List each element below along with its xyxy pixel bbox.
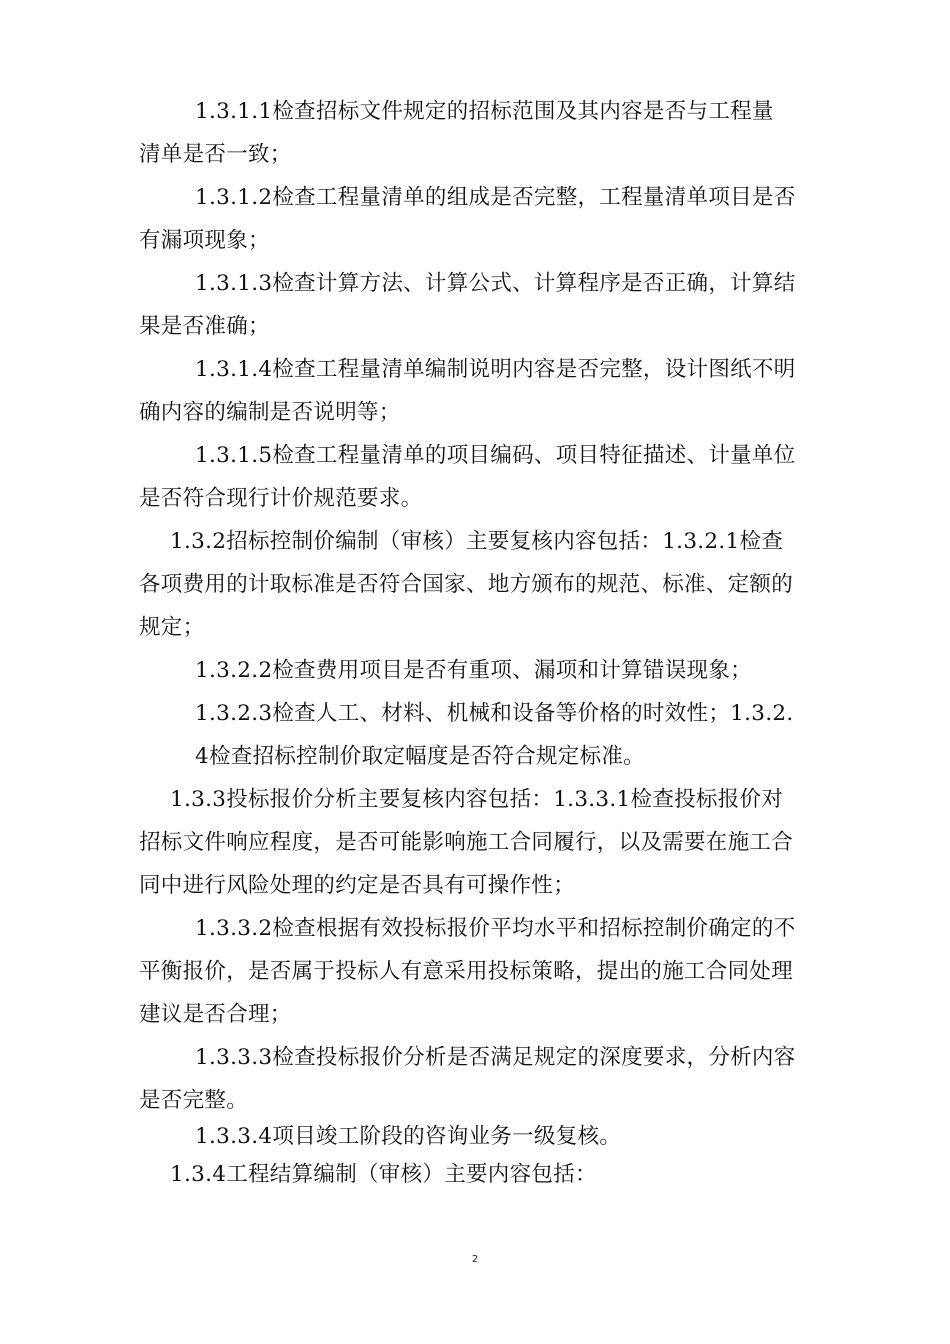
text-line: 1.3.1.3检查计算方法、计算公式、计算程序是否正确，计算结 [195,271,796,296]
text-line: 1.3.1.2检查工程量清单的组成是否完整，工程量清单项目是否 [195,185,796,210]
text-line: 1.3.3.3检查投标报价分析是否满足规定的深度要求，分析内容 [195,1045,796,1070]
text-line: 清单是否一致； [139,142,292,167]
text-line: 果是否准确； [139,314,270,339]
text-line: 1.3.2招标控制价编制（审核）主要复核内容包括：1.3.2.1检查 [170,529,784,554]
text-line: 同中进行风险处理的约定是否具有可操作性； [139,873,576,898]
text-line: 1.3.1.4检查工程量清单编制说明内容是否完整，设计图纸不明 [195,357,796,382]
text-line: 1.3.3.4项目竣工阶段的咨询业务一级复核。 [195,1124,622,1149]
text-line: 1.3.1.5检查工程量清单的项目编码、项目特征描述、计量单位 [195,443,796,468]
text-line: 是否完整。 [139,1088,249,1113]
text-line: 各项费用的计取标准是否符合国家、地方颁布的规范、标准、定额的 [139,572,794,597]
text-line: 1.3.3投标报价分析主要复核内容包括：1.3.3.1检查投标报价对 [170,787,784,812]
text-line: 招标文件响应程度，是否可能影响施工合同履行，以及需要在施工合 [139,830,794,855]
text-line: 1.3.1.1检查招标文件规定的招标范围及其内容是否与工程量 [195,99,774,124]
page-number: 2 [471,1254,479,1265]
text-line: 有漏项现象； [139,228,270,253]
text-line: 1.3.4工程结算编制（审核）主要内容包括： [170,1162,597,1187]
text-line: 1.3.3.2检查根据有效投标报价平均水平和招标控制价确定的不 [195,916,796,941]
text-line: 1.3.2.3检查人工、材料、机械和设备等价格的时效性；1.3.2. [195,701,794,726]
text-line: 4检查招标控制价取定幅度是否符合规定标准。 [195,744,645,769]
text-line: 平衡报价，是否属于投标人有意采用投标策略，提出的施工合同处理 [139,959,794,984]
text-line: 1.3.2.2检查费用项目是否有重项、漏项和计算错误现象； [195,658,752,683]
text-line: 是否符合现行计价规范要求。 [139,486,423,511]
text-line: 建议是否合理； [139,1002,292,1027]
text-line: 确内容的编制是否说明等； [139,400,401,425]
text-line: 规定； [139,615,205,640]
